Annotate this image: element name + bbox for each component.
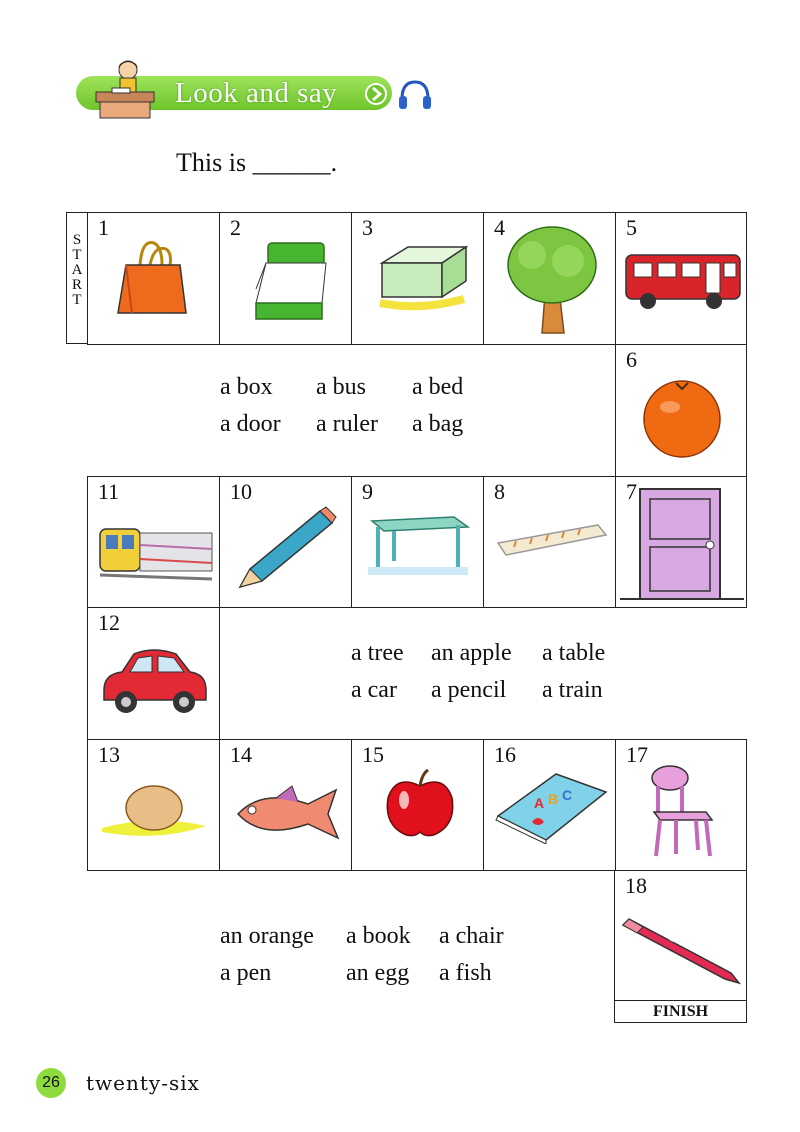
word-option: a book	[346, 923, 411, 949]
square-6	[615, 344, 747, 477]
pen-icon	[621, 911, 741, 987]
word-option: a box	[220, 374, 273, 400]
train-icon	[96, 519, 214, 585]
word-option: a train	[542, 677, 603, 703]
fish-icon	[232, 780, 342, 844]
square-1	[87, 212, 220, 345]
orange-icon	[640, 375, 724, 459]
book-icon	[494, 770, 608, 844]
page-number: 26	[42, 1074, 60, 1091]
word-bank-3	[220, 923, 504, 997]
square-number: 15	[362, 742, 384, 767]
square-4	[483, 212, 616, 345]
square-number: 7	[626, 479, 637, 504]
square-number: 12	[98, 610, 120, 635]
table-icon	[368, 513, 470, 577]
square-2	[219, 212, 352, 345]
word-option: an apple	[431, 640, 512, 666]
play-arrow-icon[interactable]	[364, 82, 388, 106]
square-number: 9	[362, 479, 373, 504]
start-letter: S	[72, 232, 82, 248]
start-letter: A	[71, 262, 83, 278]
square-number: 1	[98, 215, 109, 240]
square-3	[351, 212, 484, 345]
word-option: an egg	[346, 960, 410, 986]
bag-icon	[110, 235, 196, 321]
ruler-icon	[494, 521, 610, 561]
square-number: 10	[230, 479, 252, 504]
square-14	[219, 739, 352, 871]
square-12	[87, 607, 220, 740]
word-option: a ruler	[316, 411, 378, 437]
bed-icon	[236, 233, 336, 329]
square-16	[483, 739, 616, 871]
square-number: 4	[494, 215, 505, 240]
word-option: a car	[351, 677, 397, 703]
svg-text:A: A	[534, 795, 545, 811]
square-number: 6	[626, 347, 637, 372]
word-option: a pen	[220, 960, 272, 986]
start-letter: R	[71, 277, 82, 293]
student-at-desk-icon	[90, 56, 160, 122]
car-icon	[98, 644, 212, 716]
word-option: a bag	[412, 411, 464, 437]
page-number-words: twenty-six	[86, 1071, 200, 1095]
word-option: a pencil	[431, 677, 507, 703]
word-bank-1	[220, 374, 463, 448]
word-option: a table	[542, 640, 606, 666]
square-15	[351, 739, 484, 871]
square-number: 2	[230, 215, 241, 240]
start-letter: T	[72, 292, 82, 308]
pencil-icon	[234, 503, 338, 591]
sentence-prompt: This is ______.	[176, 148, 338, 177]
word-option: a fish	[439, 960, 492, 986]
square-number: 14	[230, 742, 252, 767]
square-7	[615, 476, 747, 608]
square-11	[87, 476, 220, 608]
finish-label: FINISH	[614, 1000, 747, 1023]
square-number: 18	[625, 873, 647, 898]
square-number: 3	[362, 215, 373, 240]
square-13	[87, 739, 220, 871]
square-5	[615, 212, 747, 345]
square-number: 5	[626, 215, 637, 240]
square-number: 16	[494, 742, 516, 767]
word-option: a tree	[351, 640, 404, 666]
word-option: an orange	[220, 923, 314, 949]
svg-text:B: B	[548, 791, 559, 807]
word-option: a chair	[439, 923, 504, 949]
start-letter: T	[72, 247, 82, 263]
word-option: a door	[220, 411, 281, 437]
tree-icon	[502, 221, 602, 337]
word-bank-2	[351, 640, 605, 714]
square-number: 11	[98, 479, 120, 504]
square-number: 13	[98, 742, 120, 767]
square-10	[219, 476, 352, 608]
square-17	[615, 739, 747, 871]
word-option: a bus	[316, 374, 366, 400]
word-option: a bed	[412, 374, 464, 400]
box-icon	[372, 241, 468, 311]
bus-icon	[622, 249, 744, 313]
square-8	[483, 476, 616, 608]
door-icon	[620, 485, 744, 605]
square-18	[614, 870, 747, 1001]
chair-icon	[646, 764, 720, 860]
square-9	[351, 476, 484, 608]
square-number: 8	[494, 479, 505, 504]
section-title: Look and say	[175, 77, 338, 109]
headphones-icon[interactable]	[398, 79, 432, 111]
svg-text:C: C	[562, 787, 573, 803]
square-number: 17	[626, 742, 648, 767]
start-label	[66, 212, 88, 344]
apple-icon	[382, 768, 458, 840]
egg-icon	[98, 780, 210, 844]
